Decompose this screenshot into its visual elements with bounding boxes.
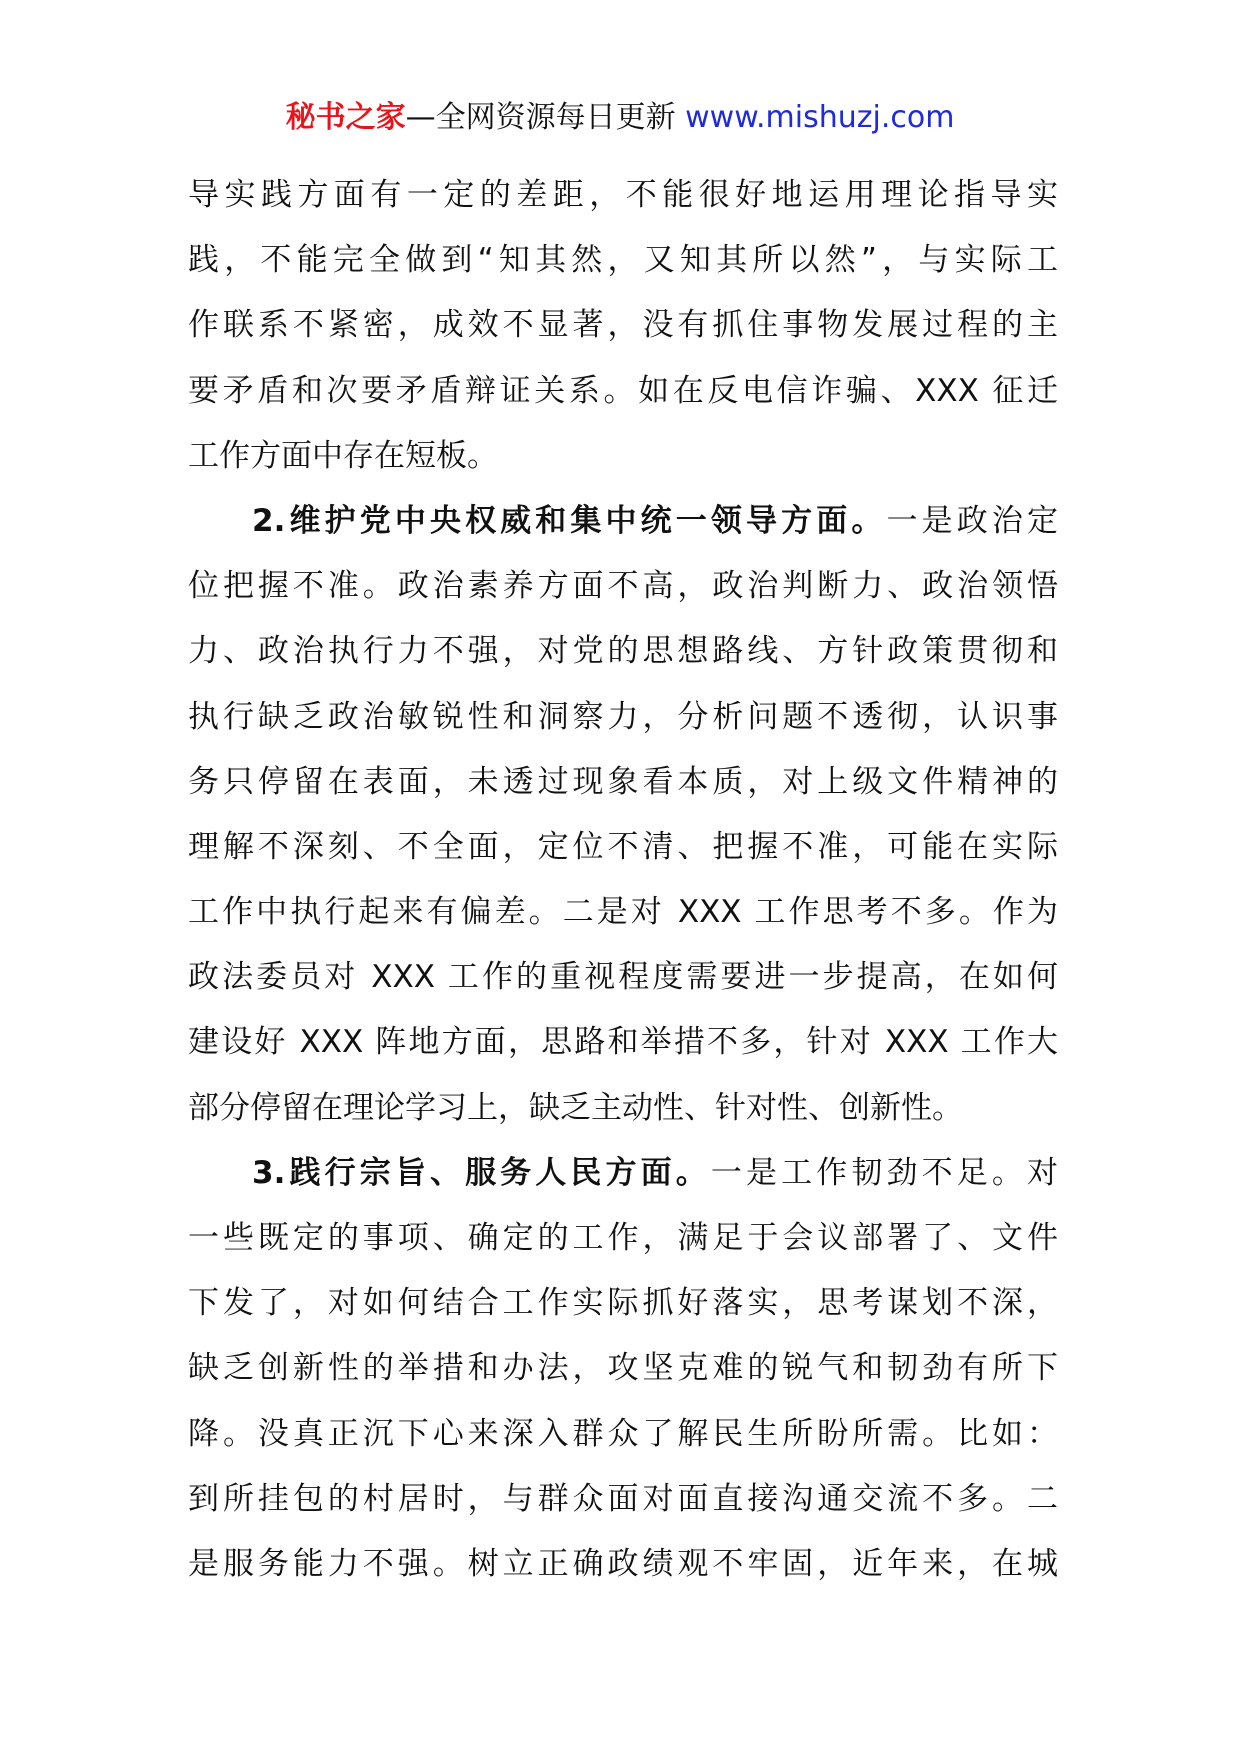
text-line: 要矛盾和次要矛盾辩证关系。如在反电信诈骗、XXX 征迁 xyxy=(188,372,1058,409)
text-line: 践，不能完全做到“知其然，又知其所以然”，与实际工 xyxy=(188,242,1058,279)
section-heading-3: 3.践行宗旨、服务人民方面。 xyxy=(252,1154,711,1191)
paragraph-first-line xyxy=(188,489,1058,554)
text-line: 建设好 XXX 阵地方面，思路和举措不多，针对 XXX 工作大 xyxy=(188,1024,1058,1061)
paragraph-first-line xyxy=(188,1141,1058,1206)
text-line: 务只停留在表面，未透过现象看本质，对上级文件精神的 xyxy=(188,763,1058,800)
text-line: 导实践方面有一定的差距，不能很好地运用理论指导实 xyxy=(188,177,1058,213)
section-heading-2: 2.维护党中央权威和集中统一领导方面。 xyxy=(252,502,887,539)
text-line: 执行缺乏政治敏锐性和洞察力，分析问题不透彻，认识事 xyxy=(188,698,1058,735)
site-header xyxy=(0,98,1240,138)
text-line: 理解不深刻、不全面，定位不清、把握不准，可能在实际 xyxy=(188,828,1058,865)
text-line: 作联系不紧密，成效不显著，没有抓住事物发展过程的主 xyxy=(188,307,1058,344)
site-brand: 秘书之家 xyxy=(285,100,406,135)
paragraph-2 xyxy=(188,489,1058,1141)
text-line: 下发了，对如何结合工作实际抓好落实，思考谋划不深， xyxy=(188,1285,1058,1322)
text-line: 降。没真正沉下心来深入群众了解民生所盼所需。比如： xyxy=(188,1415,1058,1452)
text-line: 位把握不准。政治素养方面不高，政治判断力、政治领悟 xyxy=(188,568,1058,605)
text-line: 是服务能力不强。树立正确政绩观不牢固，近年来，在城 xyxy=(188,1545,1058,1582)
paragraph-1 xyxy=(188,163,1058,489)
paragraph-3 xyxy=(188,1141,1058,1597)
text-line: 工作中执行起来有偏差。二是对 XXX 工作思考不多。作为 xyxy=(188,894,1058,931)
text-run: 一是工作韧劲不足。对 xyxy=(710,1154,1058,1191)
text-line: 政法委员对 XXX 工作的重视程度需要进一步提高，在如何 xyxy=(188,959,1058,996)
text-line: 力、政治执行力不强，对党的思想路线、方针政策贯彻和 xyxy=(188,633,1058,670)
text-line: 一些既定的事项、确定的工作，满足于会议部署了、文件 xyxy=(188,1220,1058,1256)
document-body xyxy=(188,163,1058,1597)
site-url-link[interactable]: www.mishuzj.com xyxy=(685,100,955,135)
site-slogan: —全网资源每日更新 xyxy=(405,100,676,135)
text-line: 缺乏创新性的举措和办法，攻坚克难的锐气和韧劲有所下 xyxy=(188,1350,1058,1387)
text-run: 一是政治定 xyxy=(886,502,1058,539)
text-line: 工作方面中存在短板。 xyxy=(188,437,498,474)
text-line: 部分停留在理论学习上，缺乏主动性、针对性、创新性。 xyxy=(188,1089,963,1126)
text-line: 到所挂包的村居时，与群众面对面直接沟通交流不多。二 xyxy=(188,1480,1058,1517)
